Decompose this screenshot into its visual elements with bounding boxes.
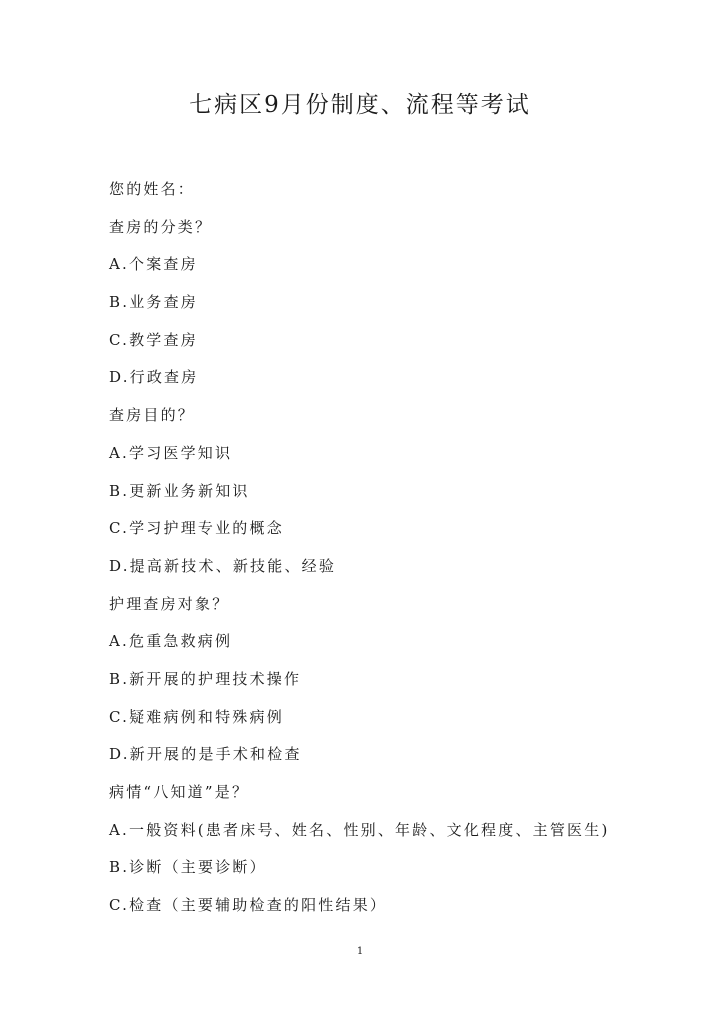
question-1-option-b: B.业务查房: [109, 293, 198, 312]
question-3: 护理查房对象？: [109, 594, 230, 613]
question-2-option-a: A.学习医学知识: [109, 443, 233, 462]
question-4-option-a: A.一般资料(患者床号、姓名、性别、年龄、文化程度、主管医生): [109, 820, 610, 839]
question-4-option-c: C.检查（主要辅助检查的阳性结果）: [109, 896, 388, 915]
question-1-option-d: D.行政查房: [109, 368, 199, 387]
question-2-option-d: D.提高新技术、新技能、经验: [109, 556, 337, 575]
question-1-option-c: C.教学查房: [109, 330, 198, 349]
question-4-option-b: B.诊断（主要诊断）: [109, 858, 267, 877]
question-3-option-b: B.新开展的护理技术操作: [109, 669, 302, 688]
name-prompt: 您的姓名：: [109, 180, 196, 198]
page-number: 1: [356, 946, 364, 957]
document-body: [109, 178, 669, 932]
question-4: 病情“八知道”是？: [109, 783, 250, 801]
question-1-option-a: A.个案查房: [109, 255, 198, 274]
question-2-option-c: C.学习护理专业的概念: [109, 519, 284, 538]
document-title: 七病区9月份制度、流程等考试: [189, 92, 531, 118]
question-2: 查房目的？: [109, 406, 196, 425]
question-2-option-b: B.更新业务新知识: [109, 481, 250, 500]
question-3-option-a: A.危重急救病例: [109, 632, 233, 651]
question-3-option-d: D.新开展的是手术和检查: [109, 745, 302, 764]
question-3-option-c: C.疑难病例和特殊病例: [109, 707, 284, 726]
question-1: 查房的分类？: [109, 217, 213, 236]
